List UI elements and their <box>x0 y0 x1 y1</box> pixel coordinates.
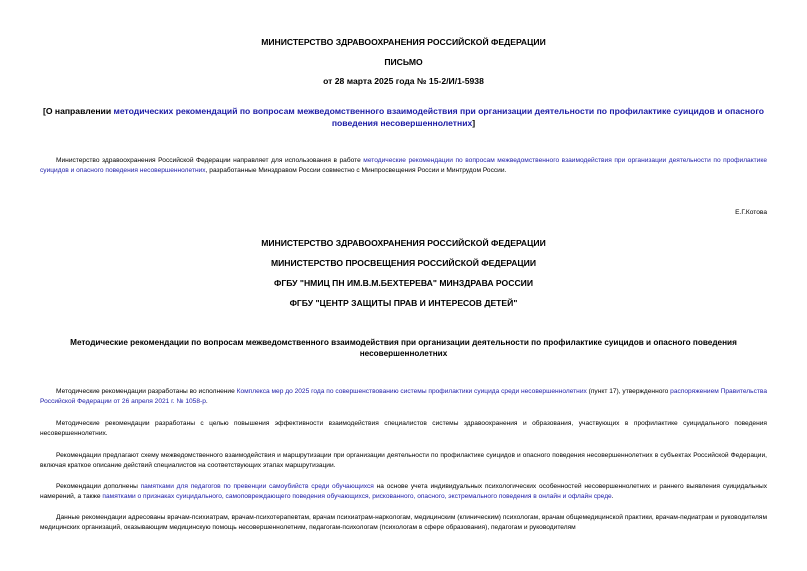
teacher-memo-link[interactable]: памятками для педагогов по превенции самоубийств среди обучающихся <box>140 483 374 490</box>
subject-suffix: ] <box>472 118 476 128</box>
recommendations-paragraph-3: Рекомендации предлагают схему межведомственного взаимодействия и маршрутизации при организации деятельности по профилактике суицидов и опасного поведения несовершеннолетних в субъектах Российской Федерации, включая краткое описание действий специалистов на соответствующих этапах маршрутизации. <box>40 452 767 469</box>
signature: Е.Г.Котова <box>735 209 767 216</box>
letter-text-a: Министерство здравоохранения Российской Федерации направляет для использования в работе <box>56 157 364 164</box>
author-line-4: ФГБУ "ЦЕНТР ЗАЩИТЫ ПРАВ И ИНТЕРЕСОВ ДЕТЕЙ" <box>289 298 518 308</box>
rec-p1-text-a: Методические рекомендации разработаны во исполнение <box>56 388 237 395</box>
letter-paragraph <box>40 156 767 175</box>
recommendations-paragraph-4 <box>40 482 767 501</box>
rec-p4-text-b: на основе учета индивидуальных психологических особенностей несовершеннолетних и раннего выявления суицидальных намерений, а также <box>40 483 767 500</box>
rec-p4-text-c: . <box>611 492 614 500</box>
document-type: ПИСЬМО <box>384 57 423 67</box>
author-line-1: МИНИСТЕРСТВО ЗДРАВООХРАНЕНИЯ РОССИЙСКОЙ ФЕДЕРАЦИИ <box>261 238 546 248</box>
letter-recommendations-link[interactable]: методические рекомендации по вопросам межведомственного взаимодействия при организации деятельности по профилактике суицидов и опасного поведения несовершеннолетних <box>40 157 767 174</box>
recommendations-paragraph-2: Методические рекомендации разработаны с целью повышения эффективности взаимодействия специалистов системы здравоохранения и образования, участвующих в профилактике суицидального поведения несовершеннолетних. <box>40 420 767 437</box>
rec-p1-text-c: . <box>205 397 208 405</box>
recommendations-title: Методические рекомендации по вопросам межведомственного взаимодействия при организации деятельности по профилактике суицидов и опасного поведения несовершеннолетних <box>70 338 737 358</box>
author-line-3: ФГБУ "НМИЦ ПН ИМ.В.М.БЕХТЕРЕВА" МИНЗДРАВА РОССИИ <box>273 278 534 288</box>
subject-prefix: [О направлении <box>42 106 114 116</box>
government-order-link[interactable]: распоряжением Правительства Российской Федерации от 26 апреля 2021 г. № 1058-р <box>40 388 767 405</box>
author-line-2: МИНИСТЕРСТВО ПРОСВЕЩЕНИЯ РОССИЙСКОЙ ФЕДЕРАЦИИ <box>270 258 537 268</box>
letter-text-b: , разработанные Минздравом России совместно с Минпросвещения России и Минтрудом России. <box>205 166 507 174</box>
complex-measures-link[interactable]: Комплекса мер до 2025 года по совершенствованию системы профилактики суицида среди несовершеннолетних <box>236 388 587 395</box>
document-subject <box>40 105 767 129</box>
recommendations-paragraph-1 <box>40 387 767 406</box>
rec-p1-text-b: (пункт 17), утвержденного <box>586 388 671 395</box>
rec-p4-text-a: Рекомендации дополнены <box>56 483 141 490</box>
behavior-signs-memo-link[interactable]: памятками о признаках суицидального, самоповреждающего поведения обучающихся, рискованного, опасного, экстремального поведения в онлайн и офлайн среде <box>102 492 612 500</box>
ministry-heading: МИНИСТЕРСТВО ЗДРАВООХРАНЕНИЯ РОССИЙСКОЙ ФЕДЕРАЦИИ <box>261 37 546 47</box>
recommendations-paragraph-5: Данные рекомендации адресованы врачам-психиатрам, врачам-психотерапевтам, врачам психиатрам-наркологам, медицинским (клиническим) психологам, врачам общемедицинской практики, врачам-педиатрам и руководителям медицинских организаций, оказывающим медицинскую помощь несовершеннолетним, педагогам-психологам (психологам в сфере образования), педагогам и руководителям <box>40 514 767 531</box>
subject-link[interactable]: методических рекомендаций по вопросам межведомственного взаимодействия при организации деятельности по профилактике суицидов и опасного поведения несовершеннолетних <box>113 106 765 128</box>
document-date-number: от 28 марта 2025 года № 15-2/И/1-5938 <box>323 76 484 86</box>
